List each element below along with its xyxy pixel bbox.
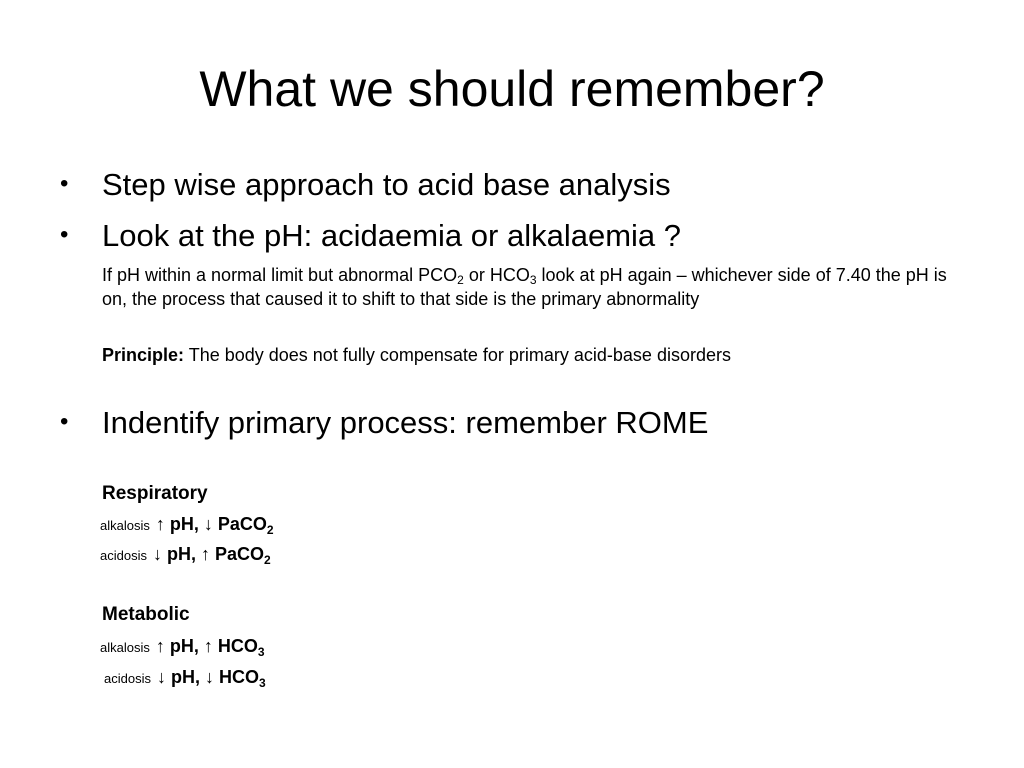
metabolic-heading: Metabolic (102, 604, 190, 625)
formula: ↑ pH, ↑ $HCO_3$ (155, 636, 265, 659)
state-label: alkalosis (100, 518, 150, 533)
state-label: acidosis (100, 548, 147, 563)
subscript: 2 (266, 523, 274, 537)
respiratory-alkalosis-row (100, 514, 274, 535)
bullet-text: Indentify primary process: remember ROME (102, 405, 709, 440)
bullet-dot-icon: • (60, 170, 69, 197)
principle-label: Principle: (102, 345, 185, 365)
bullet-dot-icon: • (60, 221, 69, 248)
formula: ↓ pH, ↓ $HCO_3$ (156, 667, 266, 690)
respiratory-heading: Respiratory (102, 483, 208, 504)
subscript: 3 (257, 645, 265, 659)
state-label: alkalosis (100, 640, 150, 655)
respiratory-acidosis-row (100, 544, 271, 565)
metabolic-alkalosis-row (100, 636, 265, 657)
subscript: 2 (457, 273, 464, 287)
subscript: 3 (258, 676, 266, 690)
formula: ↑ pH, ↓ PaCO$_2$ (155, 514, 274, 537)
formula: ↓ pH, ↑ PaCO$_2$ (152, 544, 271, 567)
principle-note (102, 343, 962, 367)
ph-note: If pH within a normal limit but abnormal $PCO_2$ or $HCO_3$ look at pH again – whichever side of 7.40 the pH is on, the process that caused it to shift to that side is the primary abnormality (102, 265, 947, 309)
bullet-step-wise (60, 167, 671, 203)
bullet-text: Step wise approach to acid base analysis (102, 167, 671, 202)
subscript: 2 (263, 553, 271, 567)
state-label: acidosis (104, 671, 151, 686)
subscript: 3 (529, 273, 537, 287)
slide-title: What we should remember? (199, 61, 825, 117)
principle-text: The body does not fully compensate for primary acid-base disorders (184, 345, 731, 365)
bullet-look-at-ph (60, 218, 681, 254)
metabolic-acidosis-row (104, 667, 266, 688)
bullet-text: Look at the pH: acidaemia or alkalaemia ? (102, 218, 681, 253)
bullet-dot-icon: • (60, 408, 69, 435)
bullet-identify-primary (60, 405, 708, 441)
